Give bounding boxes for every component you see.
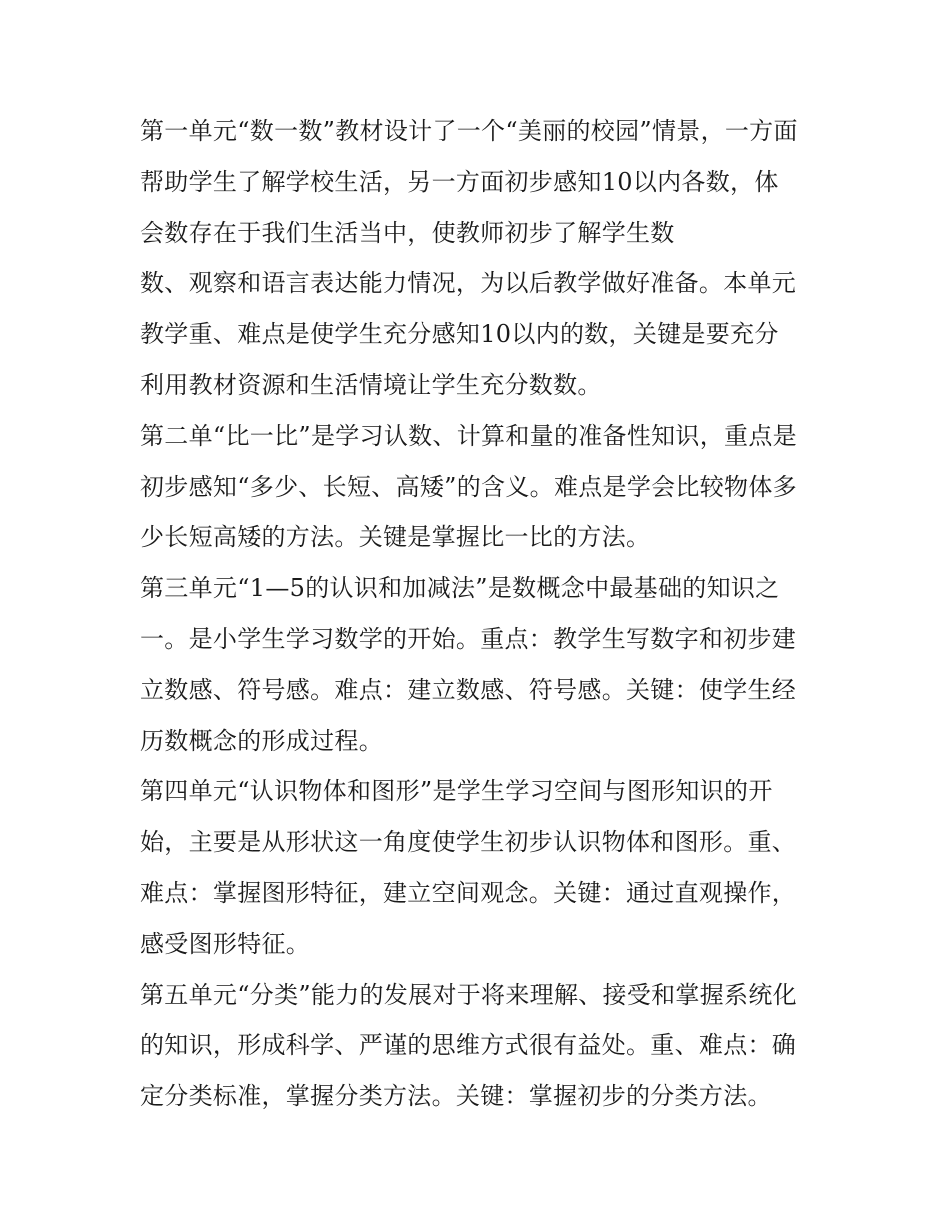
- text-line: 定分类标准，掌握分类方法。关键：掌握初步的分类方法。: [140, 1082, 772, 1111]
- text-line: 始，主要是从形状这一角度使学生初步认识物体和图形。重、: [140, 828, 797, 857]
- text-line: 历数概念的形成过程。: [140, 726, 383, 755]
- text-line: 第一单元“数一数”教材设计了一个“美丽的校园”情景，一方面: [140, 117, 798, 145]
- text-line: 帮助学生了解学校生活，另一方面初步感知10以内各数，体: [140, 167, 779, 196]
- text-line: 数、观察和语言表达能力情况，为以后教学做好准备。本单元: [140, 269, 797, 298]
- text-line: 第二单“比一比”是学习认数、计算和量的准备性知识，重点是: [140, 421, 797, 450]
- text-line: 感受图形特征。: [140, 929, 311, 958]
- text-line: 会数存在于我们生活当中，使教师初步了解学生数: [140, 218, 675, 247]
- text-line: 的知识，形成科学、严谨的思维方式很有益处。重、难点：确: [140, 1031, 797, 1060]
- text-line: 立数感、符号感。难点：建立数感、符号感。关键：使学生经: [140, 675, 797, 704]
- text-line: 第五单元“分类”能力的发展对于将来理解、接受和掌握系统化: [140, 980, 797, 1009]
- text-line: 难点：掌握图形特征，建立空间观念。关键：通过直观操作，: [140, 878, 797, 907]
- text-line: 第三单元“1—5的认识和加减法”是数概念中最基础的知识之: [140, 574, 780, 603]
- text-line: 第四单元“认识物体和图形”是学生学习空间与图形知识的开: [140, 777, 773, 806]
- text-line: 初步感知“多少、长短、高矮”的含义。难点是学会比较物体多: [140, 472, 797, 501]
- body-text: [140, 106, 820, 1122]
- text-line: 少长短高矮的方法。关键是掌握比一比的方法。: [140, 523, 651, 552]
- text-line: 一。是小学生学习数学的开始。重点：教学生写数字和初步建: [140, 624, 797, 653]
- text-line: 利用教材资源和生活情境让学生充分数数。: [140, 370, 602, 399]
- text-line: 教学重、难点是使学生充分感知10以内的数，关键是要充分: [140, 320, 779, 349]
